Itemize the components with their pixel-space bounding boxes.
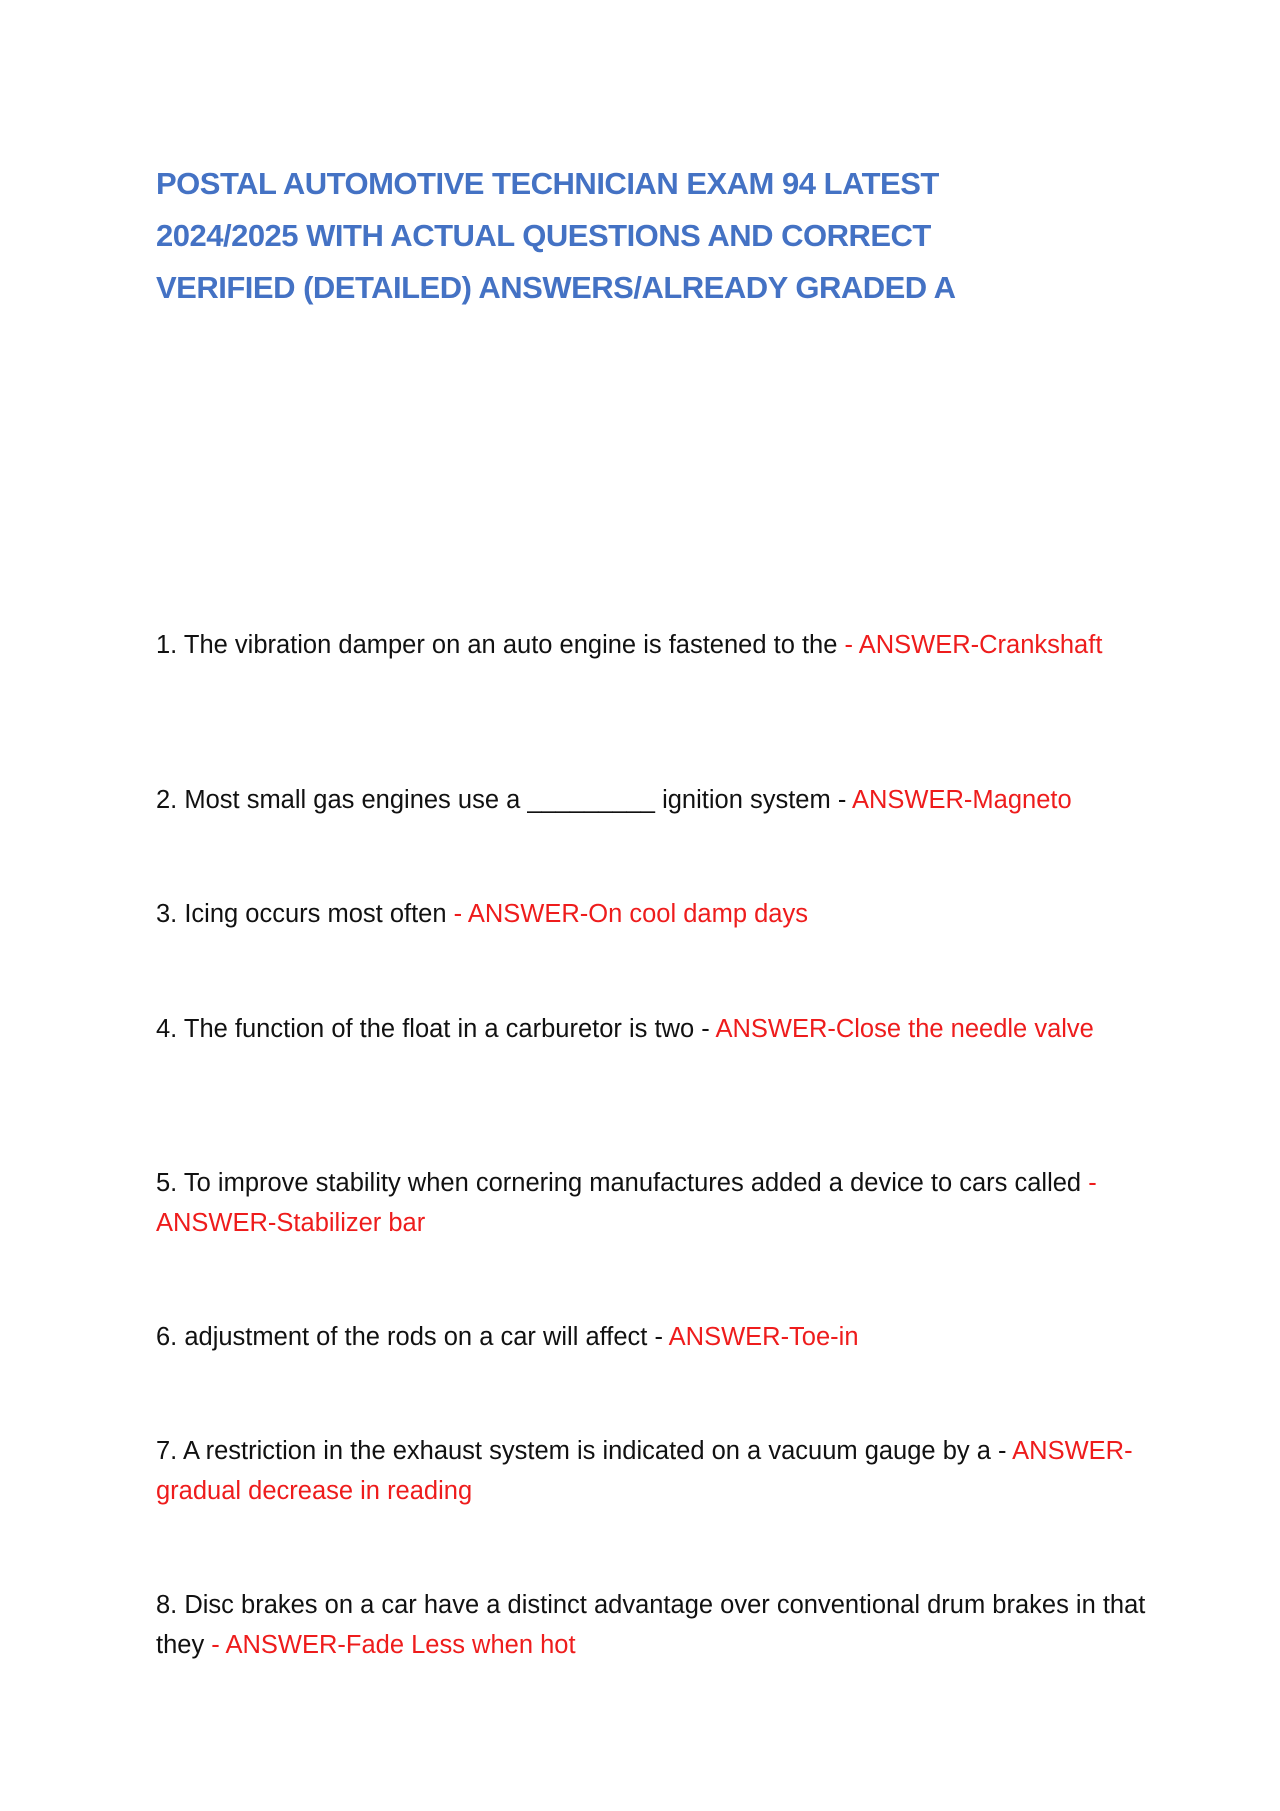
question-item-1 (156, 625, 1146, 665)
answer-separator: - (647, 1323, 669, 1351)
question-text: 4. The function of the float in a carburetor is two (156, 1015, 695, 1043)
answer-separator: - (830, 786, 852, 814)
question-item-4 (156, 1009, 1146, 1049)
answer-separator: - (694, 1015, 716, 1043)
answer-separator: - (204, 1631, 226, 1659)
answer-separator: - (837, 631, 859, 659)
answer-separator: - (1081, 1169, 1097, 1197)
answer-text: ANSWER-On cool damp days (467, 900, 808, 928)
answer-text: ANSWER-Close the needle valve (715, 1015, 1094, 1043)
question-text: 2. Most small gas engines use a _________ ignition system (156, 786, 831, 814)
document-title: POSTAL AUTOMOTIVE TECHNICIAN EXAM 94 LATEST 2024/2025 WITH ACTUAL QUESTIONS AND CORRECT VERIFIED (DETAILED) ANSWERS/ALREADY GRADED A (156, 166, 956, 305)
question-item-8 (156, 1585, 1146, 1665)
question-text: 1. The vibration damper on an auto engine is fastened to the (156, 631, 838, 659)
answer-text: ANSWER-gradual decrease in reading (156, 1437, 1133, 1505)
answer-separator: - (990, 1437, 1013, 1465)
answer-text: ANSWER-Stabilizer bar (156, 1209, 426, 1237)
question-text: 7. A restriction in the exhaust system is indicated on a vacuum gauge by a (156, 1437, 991, 1465)
answer-text: ANSWER-Magneto (852, 786, 1072, 814)
answer-text: ANSWER-Toe-in (668, 1323, 859, 1351)
question-item-6 (156, 1317, 1146, 1357)
question-text: 6. adjustment of the rods on a car will affect (156, 1323, 648, 1351)
answer-text: ANSWER-Crankshaft (858, 631, 1103, 659)
question-item-2 (156, 780, 1146, 820)
question-text: 5. To improve stability when cornering manufactures added a device to cars called (156, 1169, 1082, 1197)
question-text: 8. Disc brakes on a car have a distinct advantage over conventional drum brakes in that they (156, 1591, 1146, 1659)
answer-separator: - (446, 900, 468, 928)
question-item-5 (156, 1163, 1146, 1243)
answer-text: ANSWER-Fade Less when hot (225, 1631, 576, 1659)
question-item-7 (156, 1431, 1146, 1511)
question-text: 3. Icing occurs most often (156, 900, 447, 928)
question-item-3 (156, 894, 1146, 934)
